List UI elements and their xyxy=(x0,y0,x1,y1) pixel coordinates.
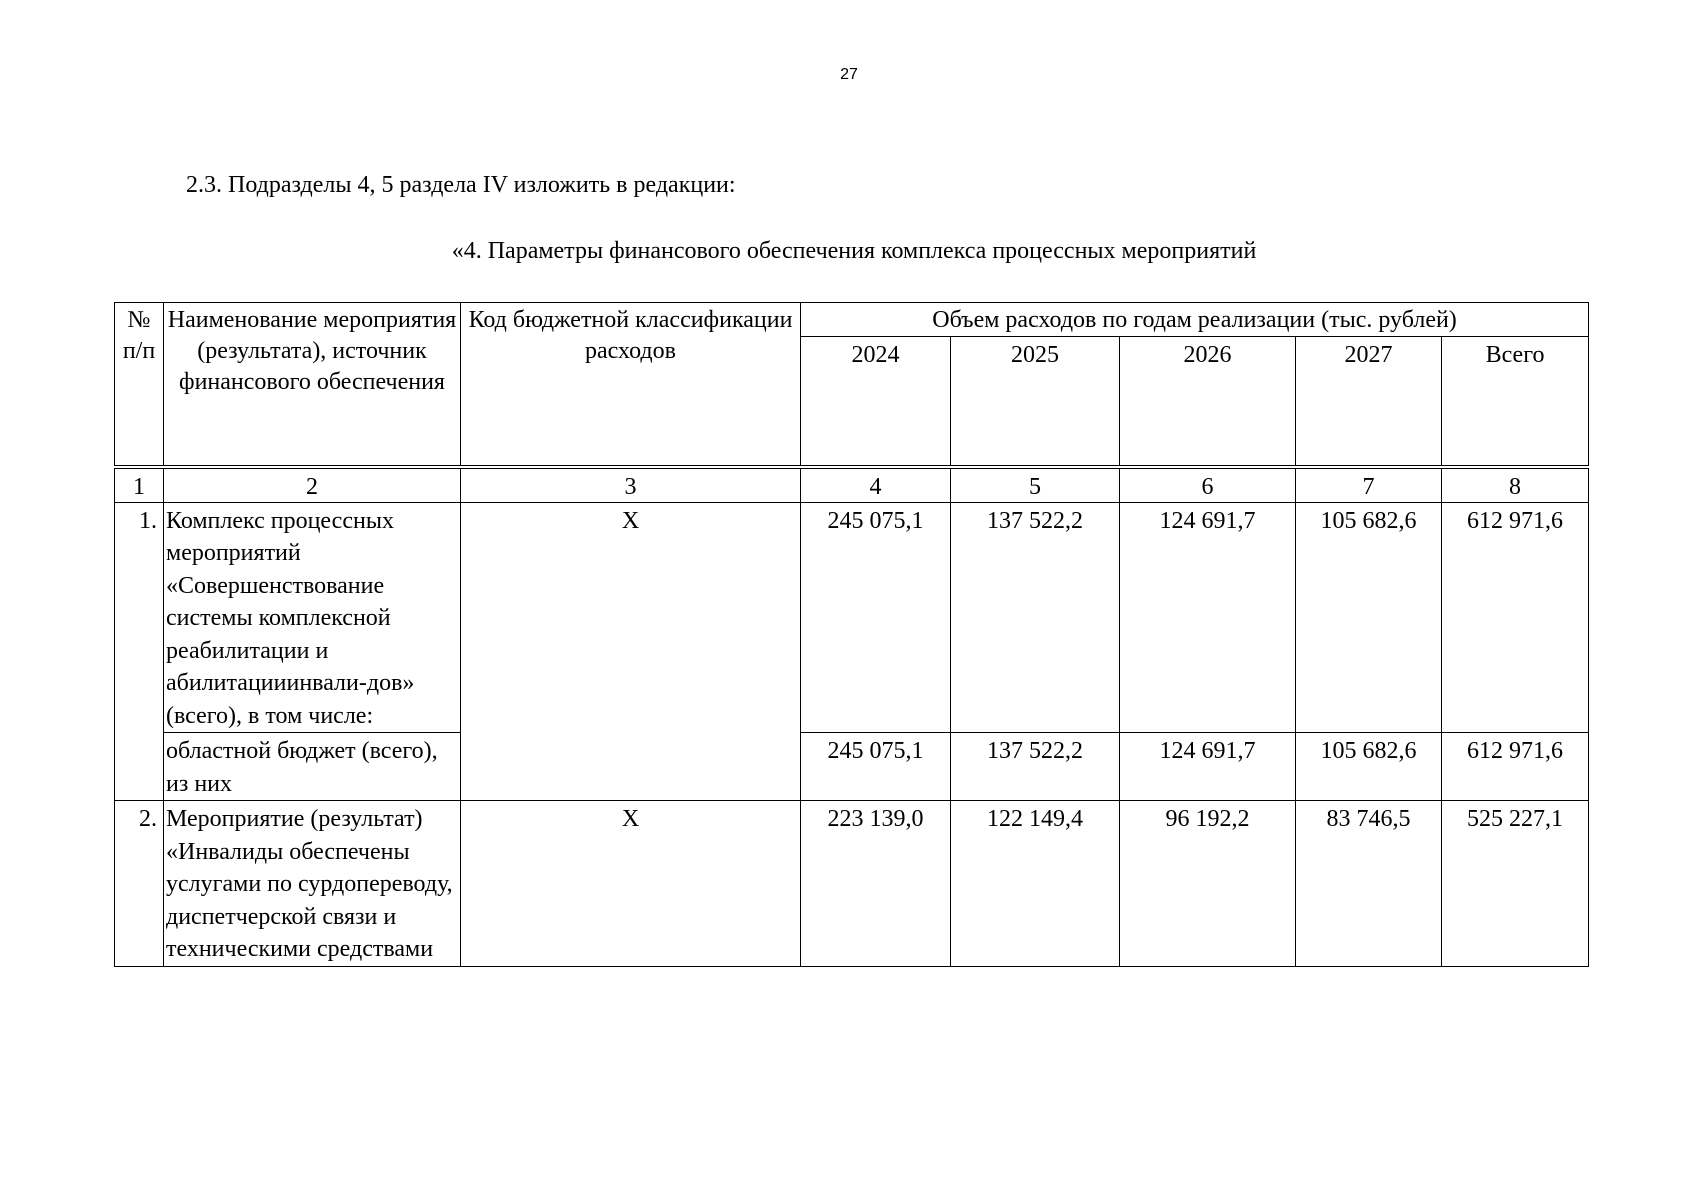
column-index: 8 xyxy=(1442,467,1589,503)
column-index: 3 xyxy=(461,467,801,503)
row-value-2026: 96 192,2 xyxy=(1120,801,1296,967)
header-year-2026: 2026 xyxy=(1120,337,1296,467)
row-value-2024: 245 075,1 xyxy=(801,502,951,733)
subrow-value-2024: 245 075,1 xyxy=(801,733,951,801)
table-row xyxy=(115,801,1589,967)
column-index: 7 xyxy=(1296,467,1442,503)
subrow-value-2027: 105 682,6 xyxy=(1296,733,1442,801)
row-value-total: 525 227,1 xyxy=(1442,801,1589,967)
row-value-2027: 83 746,5 xyxy=(1296,801,1442,967)
table-row xyxy=(115,502,1589,733)
column-index: 1 xyxy=(115,467,164,503)
financing-table xyxy=(114,302,1589,967)
subrow-value-2026: 124 691,7 xyxy=(1120,733,1296,801)
row-value-2024: 223 139,0 xyxy=(801,801,951,967)
row-num: 2. xyxy=(115,801,164,967)
subrow-value-total: 612 971,6 xyxy=(1442,733,1589,801)
header-num: № п/п xyxy=(115,303,164,467)
row-name: Мероприятие (результат) «Инвалиды обеспечены услугами по сурдопереводу, диспетчерской связи и техническими средствами xyxy=(164,801,461,967)
header-code: Код бюджетной классификации расходов xyxy=(461,303,801,467)
subrow-value-2025: 137 522,2 xyxy=(951,733,1120,801)
row-name: Комплекс процессных мероприятий «Совершенствование системы комплексной реабилитации и абилитацииинвали-дов» (всего), в том числе: xyxy=(164,502,461,733)
table-subrow xyxy=(115,733,1589,801)
column-index: 4 xyxy=(801,467,951,503)
row-value-total: 612 971,6 xyxy=(1442,502,1589,733)
header-year-2027: 2027 xyxy=(1296,337,1442,467)
column-index-row xyxy=(115,467,1589,503)
header-row-1 xyxy=(115,303,1589,337)
header-year-2024: 2024 xyxy=(801,337,951,467)
section-title-text: «4. Параметры финансового обеспечения комплекса процессных мероприятий xyxy=(451,238,1257,264)
subrow-name: областной бюджет (всего), из них xyxy=(164,733,461,801)
column-index: 6 xyxy=(1120,467,1296,503)
header-volume: Объем расходов по годам реализации (тыс. рублей) xyxy=(801,303,1589,337)
row-value-2025: 137 522,2 xyxy=(951,502,1120,733)
header-total: Всего xyxy=(1442,337,1589,467)
header-name: Наименование мероприятия (результата), источник финансового обеспечения xyxy=(164,303,461,467)
row-code: Х xyxy=(461,801,801,967)
row-num: 1. xyxy=(115,502,164,801)
page-number: 27 xyxy=(840,66,858,83)
intro-paragraph: 2.3. Подразделы 4, 5 раздела IV изложить в редакции: xyxy=(186,172,736,198)
row-code: Х xyxy=(461,502,801,801)
column-index: 5 xyxy=(951,467,1120,503)
row-value-2026: 124 691,7 xyxy=(1120,502,1296,733)
row-value-2027: 105 682,6 xyxy=(1296,502,1442,733)
section-title xyxy=(0,238,1698,265)
row-value-2025: 122 149,4 xyxy=(951,801,1120,967)
column-index: 2 xyxy=(164,467,461,503)
header-year-2025: 2025 xyxy=(951,337,1120,467)
